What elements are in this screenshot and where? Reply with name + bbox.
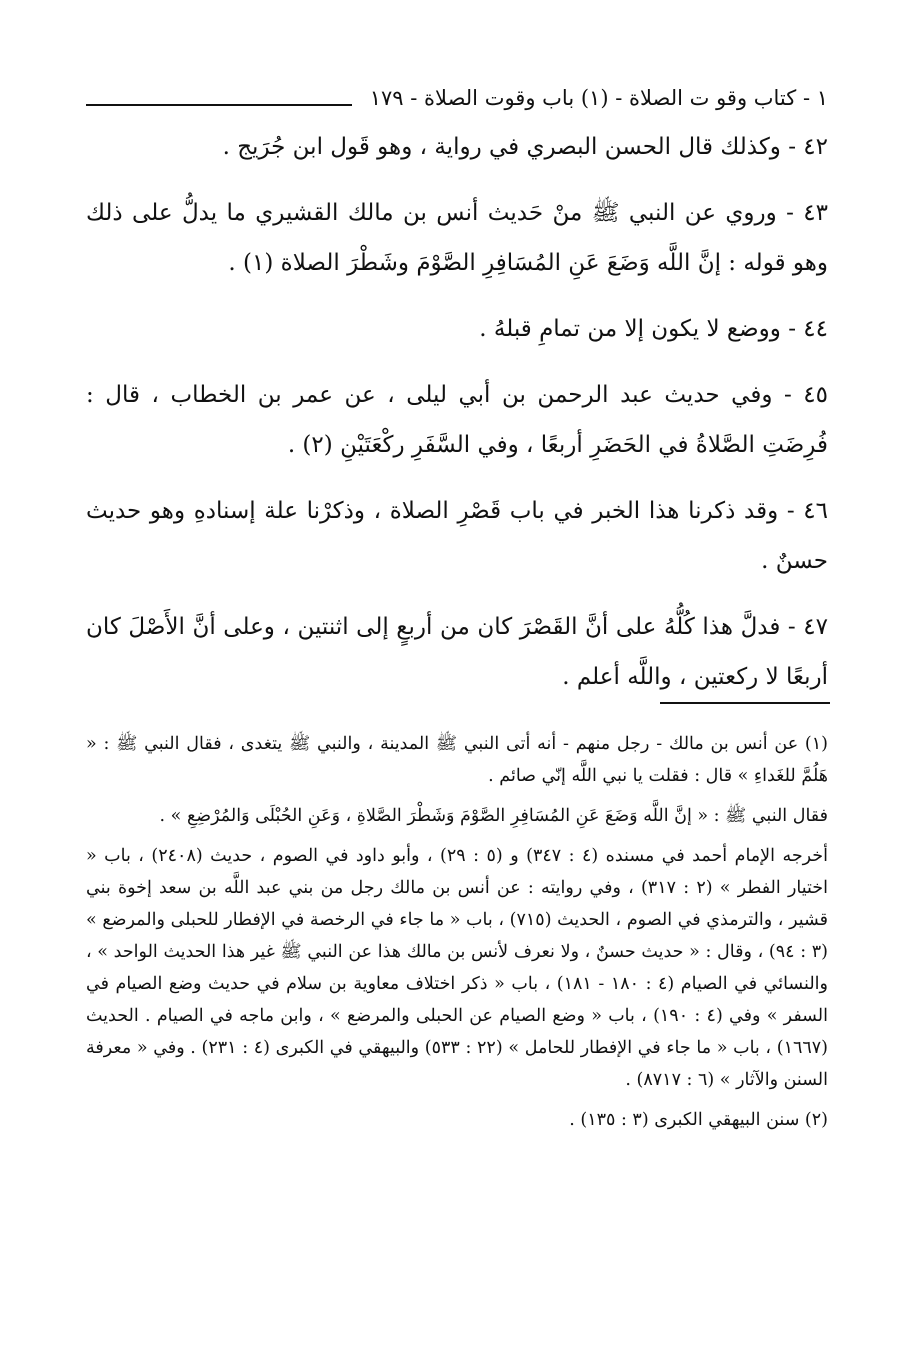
paragraph-47: ٤٧ - فدلَّ هذا كُلُّهُ على أنَّ القَصْرَ كان من أربعٍ إلى اثنتين ، وعلى أنَّ الأَصْلَ كان أربعًا لا ركعتين ، واللَّه أعلم . [86, 614, 828, 690]
footnote-1: (١) عن أنس بن مالك - رجل منهم - أنه أتى النبي ﷺ المدينة ، والنبي ﷺ يتغدى ، فقال النبي ﷺ : « هَلُمَّ للغَداءِ » قال : فقلت يا نبي اللَّه إنّي صائم . [86, 734, 828, 786]
paragraph-44: ٤٤ - ووضع لا يكون إلا من تمامِ قبلهُ . [479, 316, 828, 342]
footnote-2: (٢) سنن البيهقي الكبرى (٣ : ١٣٥) . [569, 1110, 828, 1130]
footnotes [86, 728, 828, 1144]
footnote-separator [660, 702, 830, 704]
paragraph-46: ٤٦ - وقد ذكرنا هذا الخبر في باب قَصْرِ الصلاة ، وذكرْنا علة إسنادهِ وهو حديث حسنٌ . [86, 498, 828, 574]
paragraph-45: ٤٥ - وفي حديث عبد الرحمن بن أبي ليلى ، عن عمر بن الخطاب ، قال : فُرِضَتِ الصَّلاةُ في الحَضَرِ أربعًا ، وفي السَّفَرِ ركْعَتَيْنِ (٢) . [86, 382, 828, 458]
running-header [86, 78, 828, 112]
running-title: ١ - كتاب وقو ت الصلاة - (١) باب وقوت الصلاة - ١٧٩ [369, 86, 828, 110]
paragraph-42: ٤٢ - وكذلك قال الحسن البصري في رواية ، وهو قَول ابن جُرَيج . [222, 134, 828, 160]
paragraph-43: ٤٣ - وروي عن النبي ﷺ منْ حَديث أنس بن مالك القشيري ما يدلُّ على ذلك وهو قوله : إنَّ اللَّه وَضَعَ عَنِ المُسَافِرِ الصَّوْمَ وشَطْرَ الصلاة (١) . [86, 200, 828, 276]
main-text [86, 122, 828, 718]
header-rule [86, 104, 352, 106]
footnote-1-hadith: فقال النبي ﷺ : « إنَّ اللَّه وَضَعَ عَنِ المُسَافِرِ الصَّوْمَ وَشَطْرَ الصَّلاةِ ، وَعَنِ الحُبْلَى وَالمُرْضِعِ » . [159, 806, 828, 826]
footnote-1-takhrij: أخرجه الإمام أحمد في مسنده (٤ : ٣٤٧) و (٥ : ٢٩) ، وأبو داود في الصوم ، حديث (٢٤٠٨) ، باب « اختيار الفطر » (٢ : ٣١٧) ، وفي روايته : عن أنس بن مالك رجل من بني عبد اللَّه بن سعد إخوة بني قشير ، والترمذي في الصوم ، الحديث (٧١٥) ، باب « ما جاء في الرخصة في الإفطار للحبلى والمرضع » (٣ : ٩٤) ، وقال : « حديث حسنٌ ، ولا نعرف لأنس بن مالك هذا عن النبي ﷺ غير هذا الحديث الواحد » ، والنسائي في الصيام (٤ : ١٨٠ - ١٨١) ، باب « ذكر اختلاف معاوية بن سلام في حديث وضع الصيام في السفر » وفي (٤ : ١٩٠) ، باب « وضع الصيام عن الحبلى والمرضع » ، وابن ماجه في الصيام . الحديث (١٦٦٧) ، باب « ما جاء في الإفطار للحامل » (٢٢ : ٥٣٣) والبيهقي في الكبرى (٤ : ٢٣١) . وفي « معرفة السنن والآثار » (٦ : ٨٧١٧) . [86, 846, 828, 1090]
